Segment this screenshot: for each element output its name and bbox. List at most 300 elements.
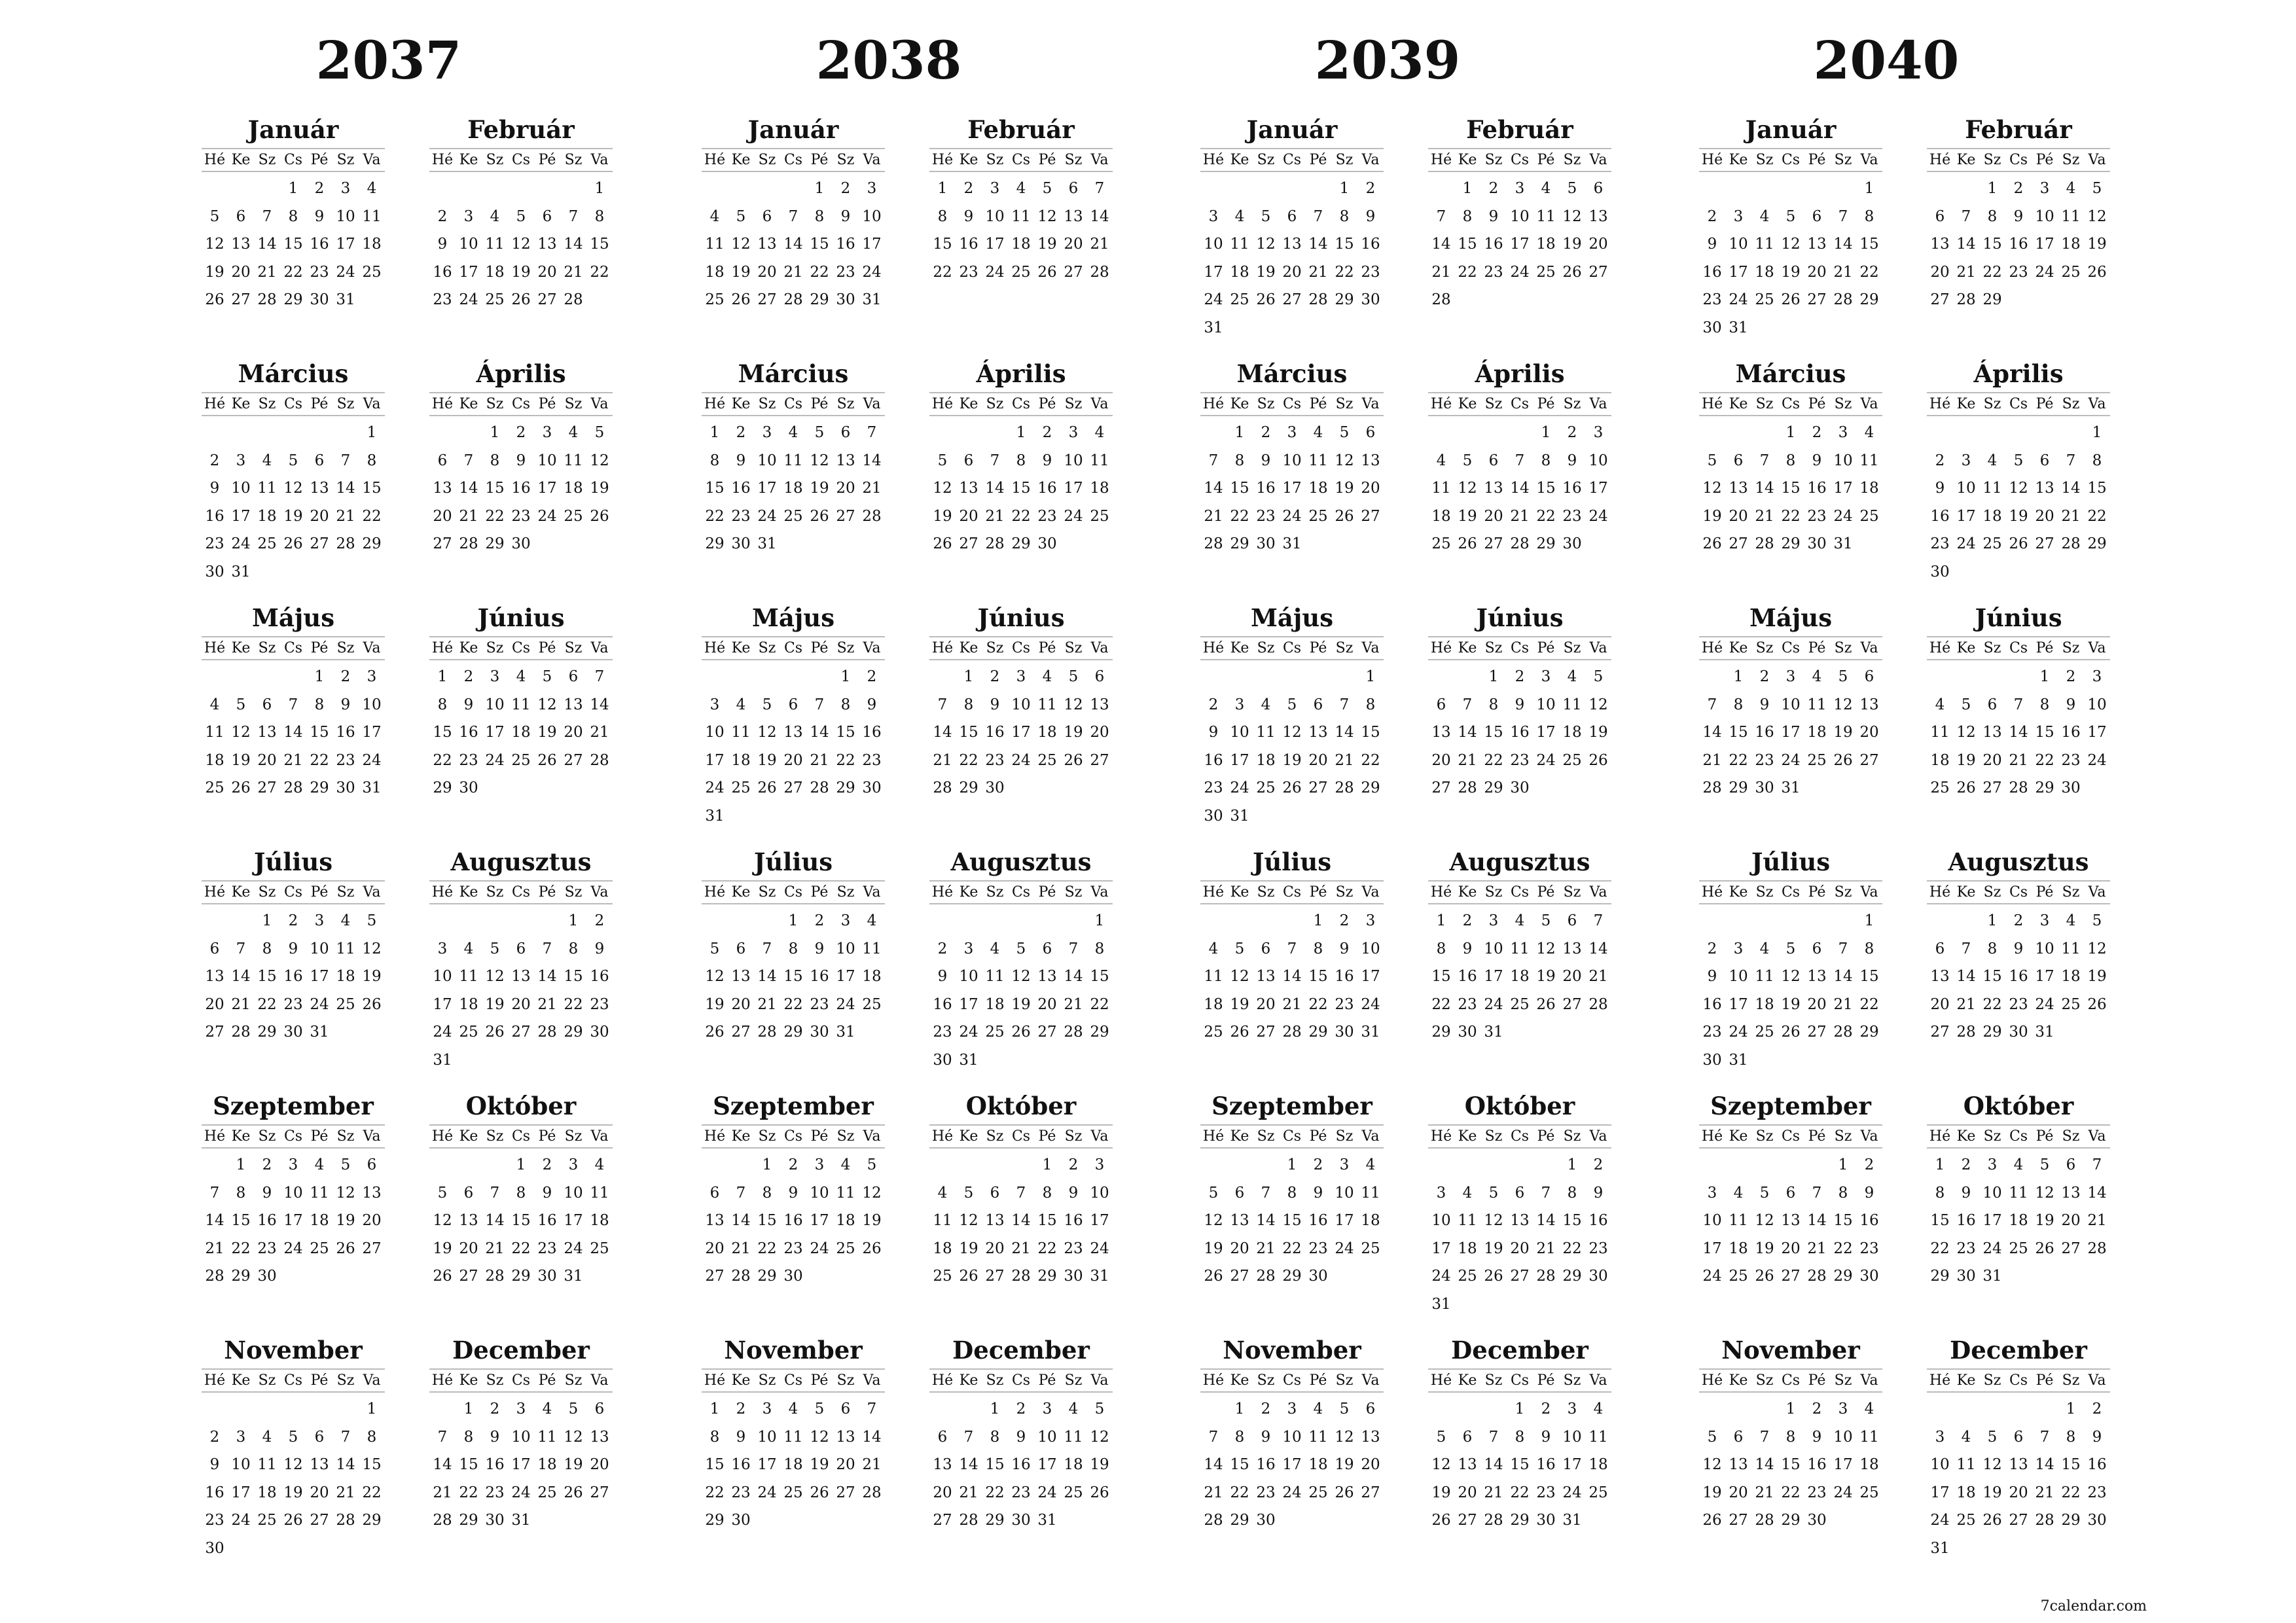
weekday-label: Sz — [1484, 640, 1503, 656]
day-cell: 12 — [1781, 968, 1801, 985]
day-cell: 3 — [1838, 1400, 1848, 1418]
month-augusztus — [1428, 844, 1611, 1046]
day-cell: 24 — [485, 751, 505, 769]
day-cell: 9 — [1935, 480, 1945, 497]
month-name: Július — [1751, 847, 1831, 876]
day-cell: 9 — [1488, 207, 1499, 225]
weekday-label: Ke — [959, 884, 978, 901]
day-cell: 21 — [590, 724, 609, 741]
day-cell: 5 — [1707, 452, 1717, 469]
day-cell: 29 — [1011, 535, 1031, 552]
day-cell: 5 — [1462, 452, 1473, 469]
weekday-label: Pé — [538, 396, 556, 412]
day-cell: 28 — [731, 1268, 751, 1285]
day-cell: 25 — [511, 751, 531, 769]
weekday-label: Hé — [704, 1372, 726, 1389]
day-cell: 26 — [1781, 291, 1801, 308]
weekday-label: Sz — [1563, 1128, 1581, 1145]
day-cell: 22 — [590, 263, 609, 281]
day-cell: 15 — [1729, 724, 1748, 741]
day-cell: 5 — [1488, 1184, 1499, 1202]
day-cell: 26 — [959, 1268, 978, 1285]
weekday-label: Sz — [758, 1372, 776, 1389]
weekday-label: Ke — [231, 152, 251, 168]
weekday-label: Cs — [511, 1372, 531, 1389]
weekday-label: Ke — [1729, 884, 1748, 901]
day-cell: 14 — [1755, 1456, 1774, 1473]
weekday-label: Sz — [258, 152, 276, 168]
weekday-label: Cs — [283, 1372, 303, 1389]
day-cell: 20 — [310, 507, 329, 525]
day-cell: 19 — [205, 263, 224, 281]
day-cell: 11 — [1458, 1212, 1477, 1229]
weekday-label: Ke — [1956, 640, 1976, 656]
month-name: Szeptember — [713, 1092, 874, 1120]
day-cell: 23 — [433, 291, 452, 308]
month-name: Január — [1246, 115, 1338, 144]
day-cell: 24 — [757, 507, 777, 525]
day-cell: 23 — [1956, 1240, 1976, 1257]
day-cell: 23 — [1335, 995, 1354, 1013]
day-cell: 24 — [1930, 1512, 1950, 1529]
day-cell: 5 — [1068, 668, 1079, 685]
day-cell: 27 — [1308, 779, 1328, 796]
weekday-label: Cs — [283, 152, 303, 168]
day-cell: 31 — [1230, 807, 1249, 825]
weekday-label: Ke — [1956, 152, 1976, 168]
month-name: Április — [476, 359, 566, 388]
day-cell: 29 — [1510, 1512, 1530, 1529]
day-cell: 25 — [1308, 1484, 1328, 1501]
day-cell: 7 — [437, 1428, 448, 1446]
day-cell: 7 — [1707, 696, 1717, 713]
day-cell: 19 — [1458, 507, 1477, 525]
day-cell: 16 — [731, 480, 751, 497]
month-július — [702, 844, 885, 1046]
day-cell: 17 — [1282, 1456, 1302, 1473]
day-grid — [429, 416, 613, 558]
day-cell: 14 — [564, 236, 583, 253]
day-cell: 15 — [459, 1456, 478, 1473]
day-cell: 5 — [340, 1156, 351, 1173]
day-cell: 20 — [836, 480, 855, 497]
weekday-label: Pé — [1038, 152, 1056, 168]
day-cell: 20 — [1090, 724, 1109, 741]
month-május — [702, 599, 885, 830]
day-cell: 5 — [367, 912, 377, 929]
month-február — [429, 111, 613, 314]
weekday-label: Sz — [2062, 884, 2080, 901]
day-cell: 5 — [236, 696, 246, 713]
day-cell: 29 — [959, 779, 978, 796]
day-cell: 18 — [1588, 1456, 1608, 1473]
day-cell: 3 — [542, 424, 552, 441]
day-cell: 7 — [736, 1184, 746, 1202]
day-cell: 20 — [1037, 995, 1057, 1013]
day-cell: 25 — [1982, 535, 2002, 552]
day-cell: 1 — [1016, 424, 1026, 441]
weekday-label: Sz — [1257, 396, 1275, 412]
day-cell: 17 — [231, 507, 251, 525]
day-cell: 17 — [1702, 1240, 1722, 1257]
weekday-label: Va — [1361, 1128, 1380, 1145]
day-cell: 24 — [1484, 995, 1503, 1013]
day-cell: 19 — [810, 480, 829, 497]
day-cell: 13 — [1729, 1456, 1748, 1473]
day-cell: 15 — [1335, 236, 1354, 253]
month-name: Január — [1745, 115, 1837, 144]
day-grid — [702, 660, 885, 830]
day-cell: 6 — [1593, 180, 1604, 197]
day-cell: 10 — [1335, 1184, 1354, 1202]
weekday-header — [1699, 148, 1882, 172]
day-cell: 12 — [205, 236, 224, 253]
day-cell: 21 — [2035, 1484, 2054, 1501]
day-cell: 8 — [1987, 207, 1998, 225]
day-cell: 6 — [2066, 1156, 2076, 1173]
day-cell: 19 — [1484, 1240, 1503, 1257]
weekday-label: Cs — [1510, 884, 1530, 901]
day-cell: 28 — [459, 535, 478, 552]
weekday-label: Hé — [1430, 1372, 1452, 1389]
day-cell: 23 — [1037, 507, 1057, 525]
month-március — [1699, 355, 1882, 558]
day-cell: 16 — [783, 1212, 803, 1229]
weekday-label: Va — [1589, 1372, 1607, 1389]
day-cell: 1 — [1488, 668, 1499, 685]
day-cell: 13 — [1859, 696, 1879, 713]
weekday-label: Sz — [986, 152, 1004, 168]
day-cell: 6 — [314, 452, 325, 469]
day-cell: 8 — [1864, 940, 1874, 957]
day-cell: 22 — [1510, 1484, 1530, 1501]
day-cell: 19 — [2009, 507, 2028, 525]
day-cell: 15 — [2087, 480, 2107, 497]
month-name: Március — [238, 359, 349, 388]
day-cell: 16 — [205, 507, 224, 525]
day-cell: 19 — [2087, 236, 2107, 253]
day-cell: 9 — [736, 1428, 746, 1446]
day-cell: 3 — [516, 1400, 526, 1418]
weekday-label: Hé — [1430, 152, 1452, 168]
weekday-label: Cs — [283, 640, 303, 656]
weekday-label: Sz — [564, 152, 583, 168]
day-cell: 29 — [705, 1512, 725, 1529]
day-cell: 14 — [1702, 724, 1722, 741]
day-cell: 21 — [1090, 236, 1109, 253]
day-cell: 21 — [257, 263, 277, 281]
weekday-label: Sz — [258, 884, 276, 901]
day-cell: 3 — [762, 424, 772, 441]
day-cell: 15 — [985, 1456, 1005, 1473]
day-cell: 8 — [490, 452, 500, 469]
day-cell: 4 — [1733, 1184, 1744, 1202]
day-cell: 21 — [810, 751, 829, 769]
weekday-label: Sz — [1834, 640, 1852, 656]
day-cell: 1 — [262, 912, 272, 929]
day-cell: 23 — [1536, 1484, 1556, 1501]
day-cell: 30 — [485, 1512, 505, 1529]
day-cell: 19 — [1982, 1484, 2002, 1501]
day-cell: 30 — [1702, 1051, 1722, 1069]
day-cell: 16 — [485, 1456, 505, 1473]
weekday-label: Va — [1361, 884, 1380, 901]
day-cell: 23 — [1930, 535, 1950, 552]
weekday-label: Hé — [431, 640, 454, 656]
day-cell: 2 — [1593, 1156, 1604, 1173]
day-cell: 31 — [1781, 779, 1801, 796]
day-cell: 24 — [537, 507, 557, 525]
day-cell: 20 — [2035, 507, 2054, 525]
day-cell: 7 — [1016, 1184, 1026, 1202]
day-cell: 13 — [985, 1212, 1005, 1229]
day-cell: 21 — [1956, 263, 1976, 281]
day-cell: 26 — [336, 1240, 355, 1257]
day-cell: 8 — [262, 940, 272, 957]
month-name: Június — [1476, 603, 1564, 632]
weekday-label: Pé — [1537, 640, 1555, 656]
day-cell: 24 — [1204, 291, 1223, 308]
weekday-label: Sz — [1755, 640, 1774, 656]
day-cell: 4 — [990, 940, 1000, 957]
month-december — [429, 1332, 613, 1535]
day-cell: 21 — [1755, 507, 1774, 525]
day-cell: 13 — [1361, 1428, 1380, 1446]
day-cell: 5 — [709, 940, 720, 957]
day-cell: 7 — [1593, 912, 1604, 929]
weekday-label: Ke — [731, 396, 751, 412]
weekday-label: Sz — [336, 152, 355, 168]
day-cell: 8 — [1339, 207, 1350, 225]
day-cell: 13 — [433, 480, 452, 497]
day-cell: 21 — [2087, 1212, 2107, 1229]
day-cell: 24 — [1431, 1268, 1451, 1285]
month-június — [1927, 599, 2110, 802]
month-január — [1699, 111, 1882, 342]
day-cell: 6 — [736, 940, 746, 957]
day-cell: 21 — [485, 1240, 505, 1257]
day-cell: 26 — [2035, 1240, 2054, 1257]
day-cell: 10 — [1982, 1184, 2002, 1202]
day-cell: 8 — [788, 940, 798, 957]
day-cell: 28 — [1833, 1024, 1853, 1041]
day-cell: 18 — [2009, 1212, 2028, 1229]
weekday-label: Sz — [258, 1372, 276, 1389]
day-grid — [1927, 172, 2110, 314]
day-cell: 5 — [736, 207, 746, 225]
weekday-label: Hé — [931, 884, 954, 901]
day-cell: 16 — [257, 1212, 277, 1229]
weekday-label: Pé — [1038, 1128, 1056, 1145]
day-cell: 27 — [1781, 1268, 1801, 1285]
day-cell: 28 — [1308, 291, 1328, 308]
day-cell: 21 — [1484, 1484, 1503, 1501]
day-cell: 15 — [1859, 236, 1879, 253]
day-grid — [202, 1149, 385, 1291]
day-cell: 21 — [1011, 1240, 1031, 1257]
day-cell: 5 — [1593, 668, 1604, 685]
day-cell: 9 — [1567, 452, 1577, 469]
day-cell: 26 — [1064, 751, 1083, 769]
day-cell: 30 — [336, 779, 355, 796]
day-cell: 1 — [1313, 912, 1323, 929]
day-cell: 18 — [1510, 968, 1530, 985]
day-cell: 18 — [564, 480, 583, 497]
day-cell: 25 — [2061, 263, 2081, 281]
day-grid — [202, 904, 385, 1046]
weekday-label: Sz — [986, 640, 1004, 656]
day-cell: 3 — [1234, 696, 1245, 713]
day-cell: 11 — [985, 968, 1005, 985]
day-cell: 3 — [1541, 668, 1551, 685]
weekday-label: Va — [1589, 396, 1607, 412]
day-cell: 10 — [1536, 696, 1556, 713]
day-cell: 16 — [283, 968, 303, 985]
weekday-label: Sz — [1983, 884, 2001, 901]
day-cell: 3 — [1987, 1156, 1998, 1173]
day-cell: 21 — [1282, 995, 1302, 1013]
weekday-label: Hé — [1701, 396, 1723, 412]
day-cell: 15 — [933, 236, 952, 253]
month-name: Június — [977, 603, 1065, 632]
day-cell: 22 — [810, 263, 829, 281]
weekday-label: Hé — [1701, 1128, 1723, 1145]
day-cell: 13 — [511, 968, 531, 985]
day-cell: 29 — [1729, 779, 1748, 796]
day-cell: 5 — [1785, 207, 1796, 225]
day-cell: 14 — [1431, 236, 1451, 253]
day-cell: 25 — [590, 1240, 609, 1257]
day-cell: 14 — [985, 480, 1005, 497]
day-cell: 28 — [231, 1024, 251, 1041]
day-cell: 12 — [485, 968, 505, 985]
day-cell: 27 — [1930, 1024, 1950, 1041]
day-cell: 30 — [731, 535, 751, 552]
day-cell: 30 — [205, 1539, 224, 1557]
day-cell: 28 — [1807, 1268, 1827, 1285]
day-cell: 9 — [340, 696, 351, 713]
day-cell: 11 — [1755, 968, 1774, 985]
weekday-label: Sz — [1335, 1128, 1354, 1145]
day-cell: 23 — [1807, 1484, 1827, 1501]
day-cell: 15 — [257, 968, 277, 985]
day-cell: 7 — [1208, 452, 1219, 469]
day-cell: 4 — [1094, 424, 1105, 441]
weekday-header — [929, 392, 1113, 416]
day-cell: 29 — [1562, 1268, 1582, 1285]
day-cell: 15 — [1230, 1456, 1249, 1473]
weekday-label: Hé — [1929, 640, 1951, 656]
day-cell: 25 — [257, 535, 277, 552]
day-cell: 3 — [1961, 452, 1971, 469]
day-cell: 8 — [814, 207, 825, 225]
day-cell: 14 — [2035, 1456, 2054, 1473]
weekday-label: Cs — [783, 152, 803, 168]
day-cell: 24 — [2035, 263, 2054, 281]
day-cell: 30 — [257, 1268, 277, 1285]
day-cell: 31 — [231, 563, 251, 580]
day-cell: 21 — [336, 507, 355, 525]
month-name: Március — [1735, 359, 1846, 388]
day-cell: 10 — [757, 452, 777, 469]
weekday-label: Sz — [1834, 1372, 1852, 1389]
day-cell: 1 — [314, 668, 325, 685]
day-cell: 13 — [2061, 1184, 2081, 1202]
weekday-header — [1927, 636, 2110, 660]
day-cell: 3 — [2039, 180, 2050, 197]
day-cell: 13 — [1431, 724, 1451, 741]
day-cell: 10 — [985, 207, 1005, 225]
day-cell: 19 — [2087, 968, 2107, 985]
weekday-label: Pé — [2036, 1128, 2054, 1145]
day-cell: 6 — [840, 1400, 851, 1418]
day-cell: 15 — [757, 1212, 777, 1229]
day-cell: 11 — [933, 1212, 952, 1229]
day-grid — [1699, 904, 1882, 1074]
day-cell: 15 — [1562, 1212, 1582, 1229]
month-május — [202, 599, 385, 802]
day-cell: 27 — [1729, 1512, 1748, 1529]
weekday-label: Sz — [486, 640, 504, 656]
day-cell: 25 — [1090, 507, 1109, 525]
day-cell: 28 — [1956, 1024, 1976, 1041]
day-cell: 31 — [1729, 1051, 1748, 1069]
day-cell: 19 — [757, 751, 777, 769]
day-cell: 8 — [236, 1184, 246, 1202]
day-cell: 27 — [1562, 995, 1582, 1013]
weekday-label: Cs — [2009, 396, 2028, 412]
day-cell: 14 — [590, 696, 609, 713]
day-cell: 10 — [1090, 1184, 1109, 1202]
weekday-label: Pé — [1537, 396, 1555, 412]
weekday-header — [702, 148, 885, 172]
weekday-label: Va — [2088, 1128, 2106, 1145]
day-cell: 6 — [1812, 940, 1822, 957]
weekday-label: Sz — [564, 640, 583, 656]
month-name: Május — [1250, 603, 1334, 632]
weekday-label: Hé — [204, 396, 226, 412]
day-cell: 17 — [336, 236, 355, 253]
day-cell: 16 — [1755, 724, 1774, 741]
day-cell: 10 — [1361, 940, 1380, 957]
day-cell: 12 — [1755, 1212, 1774, 1229]
weekday-label: Va — [863, 640, 881, 656]
day-cell: 26 — [1256, 291, 1276, 308]
day-cell: 6 — [840, 424, 851, 441]
day-cell: 19 — [959, 1240, 978, 1257]
day-cell: 15 — [1090, 968, 1109, 985]
day-cell: 27 — [511, 1024, 531, 1041]
weekday-label: Sz — [1335, 152, 1354, 168]
weekday-header — [929, 880, 1113, 904]
day-cell: 28 — [1431, 291, 1451, 308]
weekday-label: Cs — [1011, 1128, 1031, 1145]
day-cell: 28 — [1090, 263, 1109, 281]
day-cell: 19 — [283, 507, 303, 525]
day-cell: 13 — [310, 1456, 329, 1473]
day-cell: 11 — [1982, 480, 2002, 497]
month-name: Július — [753, 847, 833, 876]
month-szeptember — [702, 1088, 885, 1291]
weekday-label: Va — [363, 396, 381, 412]
day-cell: 28 — [985, 535, 1005, 552]
day-cell: 20 — [1361, 480, 1380, 497]
day-cell: 27 — [1982, 779, 2002, 796]
day-cell: 18 — [310, 1212, 329, 1229]
weekday-label: Hé — [1929, 1128, 1951, 1145]
day-cell: 24 — [1230, 779, 1249, 796]
weekday-label: Cs — [1011, 640, 1031, 656]
